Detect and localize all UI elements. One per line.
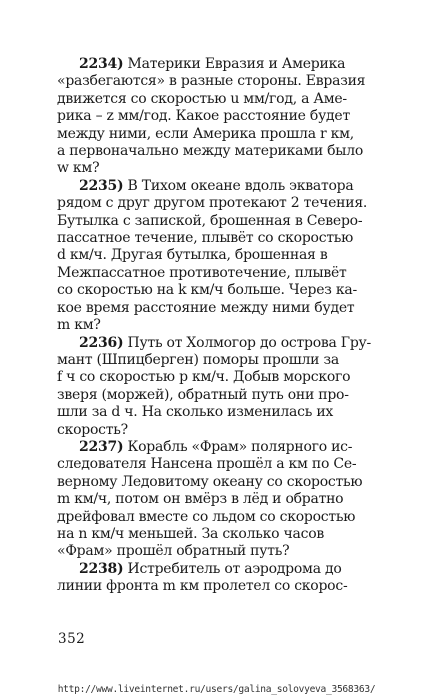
- problem-2236-line-6: скорость?: [57, 421, 128, 438]
- problem-2236-line-5: шли за d ч. На сколько изменилась их: [57, 404, 334, 421]
- problem-number: 2238): [79, 560, 124, 577]
- problem-2235-line-5: d км/ч. Другая бутылка, брошенная в: [57, 247, 328, 264]
- problem-2236-line-3: f ч со скоростью p км/ч. Добыв морского: [57, 369, 351, 386]
- problem-number: 2235): [79, 177, 124, 194]
- problem-2235-line-2: рядом с друг другом протекают 2 течения.: [57, 195, 368, 212]
- problem-2235-line-3: Бутылка с запиской, брошенная в Северо-: [57, 212, 363, 229]
- problem-2235-line-7: со скоростью на k км/ч больше. Через ка-: [57, 282, 357, 299]
- problem-2238-line-2: линии фронта m км пролетел со скорос-: [57, 578, 348, 595]
- problem-2237-line-5: дрейфовал вместе со льдом со скоростью: [57, 508, 356, 525]
- problem-2237-line-6: на n км/ч меньшей. За сколько часов: [57, 525, 325, 542]
- problem-2237-line-2: следователя Нансена прошёл a км по Се-: [57, 456, 357, 473]
- problem-2235-line-6: Межпассатное противотечение, плывёт: [57, 264, 347, 281]
- problem-number: 2234): [79, 56, 124, 72]
- problem-2234-line-7: w км?: [57, 160, 100, 177]
- problem-2235-line-8: кое время расстояние между ними будет: [57, 299, 355, 316]
- problem-2238-line-1: 2238) Истребитель от аэродрома до: [79, 560, 342, 577]
- problem-2235-line-9: m км?: [57, 317, 101, 334]
- problem-2235-line-1: 2235) В Тихом океане вдоль экватора: [79, 177, 354, 194]
- page-number: 352: [58, 631, 86, 647]
- problem-2234-line-6: а первоначально между материками было: [57, 143, 364, 160]
- problem-2234-line-1: 2234) Материки Евразия и Америка: [79, 56, 346, 72]
- page-body: [57, 56, 393, 596]
- problem-2234-line-3: движется со скоростью u мм/год, а Аме-: [57, 90, 347, 107]
- problem-number: 2237): [79, 438, 124, 455]
- problem-2234-line-4: рика – z мм/год. Какое расстояние будет: [57, 108, 350, 125]
- problem-2236-line-4: зверя (моржей), обратный путь они про-: [57, 386, 349, 403]
- problem-2237-line-1: 2237) Корабль «Фрам» полярного ис-: [79, 438, 353, 455]
- problem-2236-line-2: мант (Шпицберген) поморы прошли за: [57, 351, 339, 368]
- problem-2234-line-5: между ними, если Америка прошла r км,: [57, 125, 354, 142]
- problem-2237-line-7: «Фрам» прошёл обратный путь?: [57, 543, 290, 560]
- problem-2235-line-4: пассатное течение, плывёт со скоростью: [57, 230, 354, 247]
- problem-2234-line-2: «разбегаются» в разные стороны. Евразия: [57, 73, 366, 90]
- problem-2236-line-1: 2236) Путь от Холмогор до острова Гру-: [79, 334, 371, 351]
- problem-2237-line-4: m км/ч, потом он вмёрз в лёд и обратно: [57, 491, 344, 508]
- problem-2237-line-3: верному Ледовитому океану со скоростью: [57, 473, 363, 490]
- problem-number: 2236): [79, 334, 124, 351]
- watermark-url: http://www.liveinternet.ru/users/galina_solovyeva_3568363/: [57, 684, 376, 695]
